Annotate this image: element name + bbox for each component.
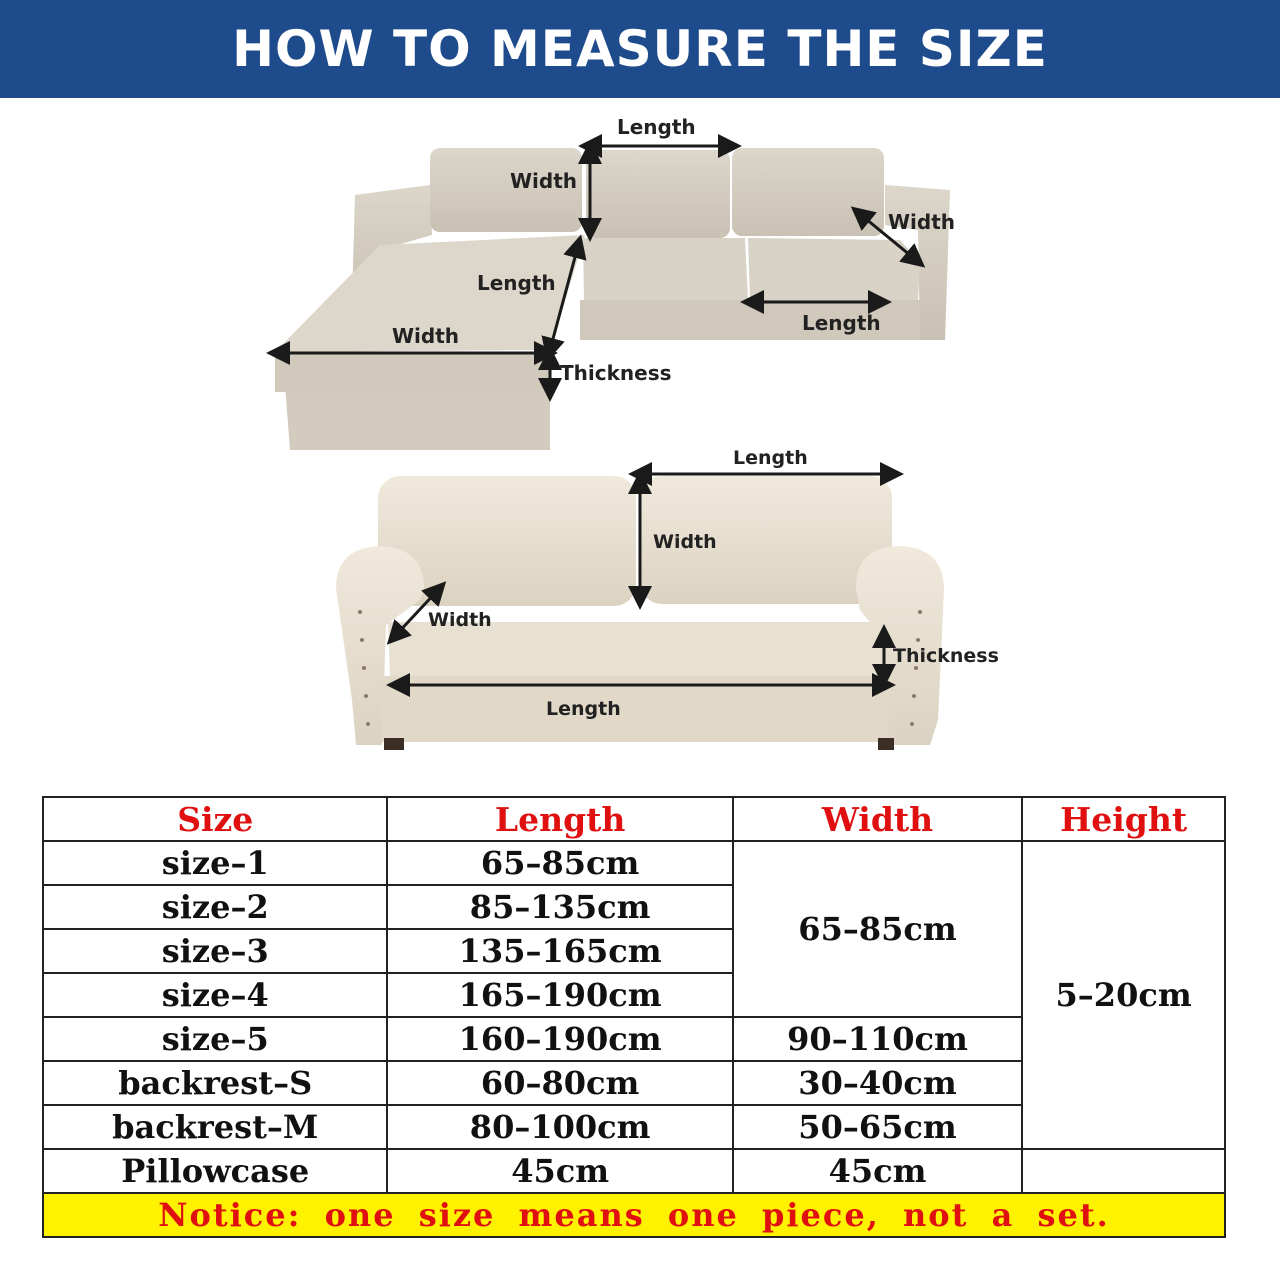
sectional-width-back-label: Width [510,169,578,193]
table-row [43,841,1225,885]
size-cell: size–5 [43,1017,387,1061]
length-cell: 65–85cm [387,841,732,885]
sectional-sofa-illustration [275,148,950,450]
length-cell: 160–190cm [387,1017,732,1061]
header-length: Length [387,797,732,841]
length-cell: 80–100cm [387,1105,732,1149]
header-height: Height [1022,797,1225,841]
notice-text: Notice: one size means one piece, not a set. [43,1193,1225,1237]
height-merged-cell: 5–20cm [1022,841,1225,1149]
sectional-width-arm-label: Width [888,210,956,234]
size-cell: size–4 [43,973,387,1017]
width-merged-cell: 65–85cm [733,841,1022,1017]
length-cell: 85–135cm [387,885,732,929]
length-cell: 60–80cm [387,1061,732,1105]
height-cell [1022,1149,1225,1193]
sofa-width-arm-label: Width [428,609,492,631]
header-size: Size [43,797,387,841]
sectional-length-top-label: Length [617,115,696,139]
size-cell: backrest–M [43,1105,387,1149]
sectional-width-chaise-label: Width [392,324,460,348]
table-row [43,1149,1225,1193]
sofa-length-top-label: Length [733,447,808,469]
size-cell: backrest–S [43,1061,387,1105]
size-chart-table [42,796,1226,1238]
page-title: HOW TO MEASURE THE SIZE [232,20,1048,78]
measurement-diagram [0,98,1280,790]
width-cell: 45cm [733,1149,1022,1193]
sofa-thickness-label: Thickness [893,645,999,667]
width-cell: 50–65cm [733,1105,1022,1149]
size-cell: size–1 [43,841,387,885]
sectional-length-seat-label: Length [802,311,881,335]
sofa-width-back-label: Width [653,531,717,553]
width-cell: 90–110cm [733,1017,1022,1061]
table-header-row [43,797,1225,841]
width-cell: 30–40cm [733,1061,1022,1105]
header-width: Width [733,797,1022,841]
length-cell: 45cm [387,1149,732,1193]
size-cell: Pillowcase [43,1149,387,1193]
sectional-length-chaise-label: Length [477,271,556,295]
length-cell: 135–165cm [387,929,732,973]
size-cell: size–2 [43,885,387,929]
length-cell: 165–190cm [387,973,732,1017]
sofa-length-bottom-label: Length [546,698,621,720]
sectional-thickness-label: Thickness [560,361,672,385]
notice-row [43,1193,1225,1237]
size-cell: size–3 [43,929,387,973]
